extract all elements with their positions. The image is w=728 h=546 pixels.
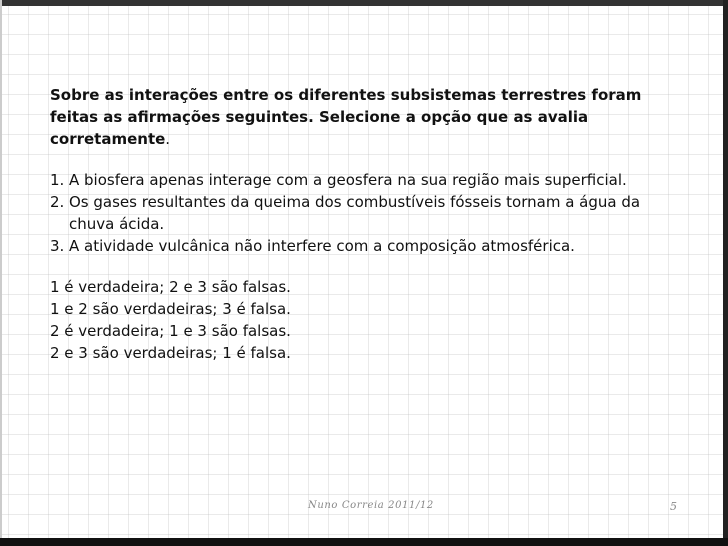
statement-list: [50, 169, 670, 257]
statement-number: 3.: [50, 237, 65, 255]
answer-options: [50, 276, 670, 364]
slide-top-border: [0, 0, 728, 6]
statement-number: 2.: [50, 193, 65, 211]
slide-right-border: [723, 0, 728, 546]
statement-item: [50, 235, 670, 257]
statement-text: Os gases resultantes da queima dos combustíveis fósseis tornam a água da chuva ácida.: [69, 193, 641, 233]
statement-item: [50, 169, 670, 191]
statement-text: A biosfera apenas interage com a geosfera na sua região mais superficial.: [69, 171, 627, 189]
question-body: Sobre as interações entre os diferentes subsistemas terrestres foram feitas as afirmações seguintes. Selecione a opção que as avalia corretamente: [50, 86, 642, 148]
answer-option: 2 é verdadeira; 1 e 3 são falsas.: [50, 322, 291, 340]
footer-author: Nuno Correia 2011/12: [308, 500, 434, 511]
page-number: 5: [670, 500, 677, 513]
slide-left-border: [0, 0, 2, 546]
answer-option: 1 e 2 são verdadeiras; 3 é falsa.: [50, 300, 291, 318]
answer-option: 1 é verdadeira; 2 e 3 são falsas.: [50, 278, 291, 296]
answer-option: 2 e 3 são verdadeiras; 1 é falsa.: [50, 344, 291, 362]
statement-item: [50, 191, 670, 235]
statement-number: 1.: [50, 171, 65, 189]
question-end: .: [165, 130, 171, 148]
statement-text: A atividade vulcânica não interfere com a composição atmosférica.: [69, 237, 575, 255]
question-text: [50, 84, 670, 150]
slide-bottom-border: [0, 538, 728, 546]
slide-content: [50, 84, 670, 364]
